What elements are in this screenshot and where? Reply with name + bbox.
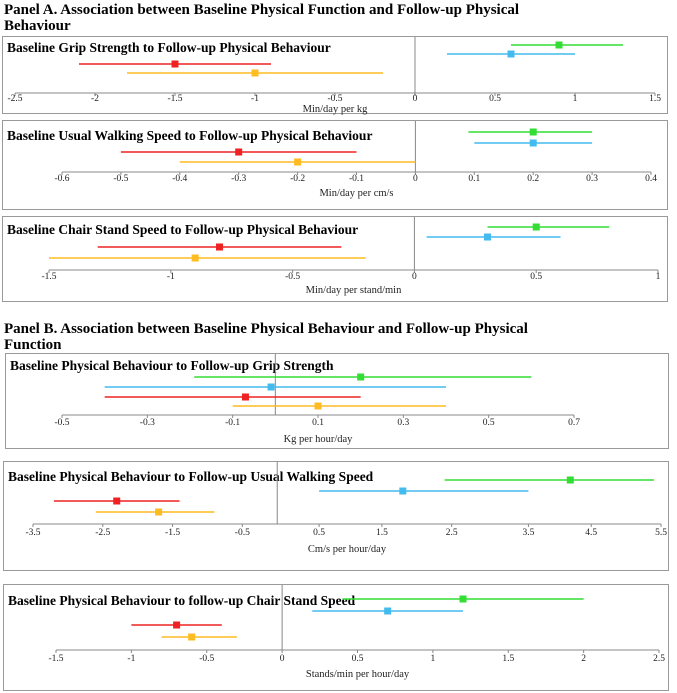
x-tick-label: -0.1 <box>225 418 241 428</box>
forest-plot-baseline-physical-behaviour-to-follow-up-usual-walking-speed <box>4 462 668 570</box>
point-estimate-orange <box>252 70 259 77</box>
forest-chart-behaviour-to-walking <box>3 461 669 571</box>
x-tick-label: -1.5 <box>165 528 181 538</box>
x-tick-label: -0.5 <box>199 654 215 664</box>
x-tick-label: 1.5 <box>649 94 661 104</box>
point-estimate-blue <box>384 608 391 615</box>
x-axis-label: Min/day per cm/s <box>319 188 394 199</box>
x-tick-label: -0.5 <box>54 418 70 428</box>
x-tick-label: -0.5 <box>327 94 343 104</box>
x-tick-label: 3.5 <box>522 528 535 538</box>
x-tick-label: 0.4 <box>645 174 657 184</box>
x-tick-label: 2 <box>581 654 586 664</box>
forest-chart-walking-to-behaviour <box>2 120 668 210</box>
point-estimate-red <box>172 61 179 68</box>
point-estimate-orange <box>294 159 301 166</box>
x-tick-label: 5.5 <box>655 528 667 538</box>
x-tick-label: -1 <box>166 272 175 282</box>
x-tick-label: 0.7 <box>568 418 580 428</box>
x-tick-label: 2.5 <box>653 654 665 664</box>
point-estimate-blue <box>484 234 491 241</box>
x-tick-label: 0.5 <box>489 94 501 104</box>
x-axis-label: Cm/s per hour/day <box>307 544 387 555</box>
x-tick-label: 0 <box>412 94 418 104</box>
forest-chart-chairstand-to-behaviour <box>2 216 668 302</box>
x-tick-label: -0.2 <box>290 174 306 184</box>
point-estimate-blue <box>530 140 537 147</box>
point-estimate-red <box>235 149 242 156</box>
x-axis-label: Kg per hour/day <box>283 434 353 445</box>
x-tick-label: -2.5 <box>7 94 23 104</box>
point-estimate-green <box>357 374 364 381</box>
forest-plot-baseline-usual-walking-speed-to-follow-up-physical-behaviour <box>3 121 667 209</box>
forest-plot-baseline-chair-stand-speed-to-follow-up-physical-behaviour <box>3 217 667 301</box>
point-estimate-red <box>113 498 120 505</box>
x-tick-label: 0.1 <box>468 174 481 184</box>
point-estimate-orange <box>192 255 199 262</box>
point-estimate-green <box>567 477 574 484</box>
x-tick-label: 0.2 <box>527 174 540 184</box>
point-estimate-green <box>533 224 540 231</box>
x-tick-label: -1 <box>127 654 136 664</box>
forest-plot-baseline-grip-strength-to-follow-up-physical-behaviour <box>3 37 667 113</box>
x-tick-label: 0.5 <box>530 272 543 282</box>
chart-title: Baseline Physical Behaviour to follow-up Chair Stand Speed <box>8 593 356 608</box>
x-tick-label: 0.5 <box>351 654 364 664</box>
forest-chart-grip-to-behaviour <box>2 36 668 114</box>
chart-title: Baseline Physical Behaviour to Follow-up Grip Strength <box>10 358 334 373</box>
x-tick-label: -0.6 <box>54 174 70 184</box>
x-tick-label: 1.5 <box>502 654 515 664</box>
x-tick-label: -1 <box>251 94 259 104</box>
x-tick-label: 0.5 <box>313 528 326 538</box>
point-estimate-red <box>173 622 180 629</box>
x-tick-label: -0.5 <box>285 272 301 282</box>
x-tick-label: 0.1 <box>312 418 324 428</box>
x-tick-label: -0.5 <box>234 528 250 538</box>
x-tick-label: 1 <box>655 272 661 282</box>
x-tick-label: -1.5 <box>48 654 64 664</box>
x-tick-label: -0.5 <box>113 174 129 184</box>
x-tick-label: -3.5 <box>25 528 41 538</box>
x-tick-label: 0.3 <box>397 418 410 428</box>
x-axis-label: Min/day per kg <box>302 104 368 115</box>
point-estimate-blue <box>399 488 406 495</box>
x-axis-label: Min/day per stand/min <box>305 285 402 296</box>
chart-title: Baseline Usual Walking Speed to Follow-up Physical Behaviour <box>7 128 373 143</box>
x-tick-label: -2 <box>91 94 99 104</box>
x-tick-label: -1.5 <box>167 94 183 104</box>
panel-b-title: Panel B. Association between Baseline Physical Behaviour and Follow-up Physical Function <box>4 321 528 353</box>
x-tick-label: -0.4 <box>172 174 188 184</box>
forest-plot-baseline-physical-behaviour-to-follow-up-grip-strength <box>6 354 668 448</box>
x-tick-label: 4.5 <box>585 528 598 538</box>
forest-plot-baseline-physical-behaviour-to-follow-up-chair-stand-speed <box>4 585 668 690</box>
chart-title: Baseline Physical Behaviour to Follow-up Usual Walking Speed <box>8 469 374 484</box>
x-axis-label: Stands/min per hour/day <box>305 669 410 680</box>
point-estimate-orange <box>188 634 195 641</box>
chart-title: Baseline Chair Stand Speed to Follow-up Physical Behaviour <box>7 222 359 237</box>
x-tick-label: 1 <box>430 654 436 664</box>
x-tick-label: 1 <box>572 94 578 104</box>
chart-title: Baseline Grip Strength to Follow-up Physical Behaviour <box>7 40 331 55</box>
point-estimate-blue <box>508 51 515 58</box>
x-tick-label: 1.5 <box>375 528 388 538</box>
panel-a-title: Panel A. Association between Baseline Physical Function and Follow-up Physical Behaviour <box>4 2 520 34</box>
point-estimate-orange <box>155 509 162 516</box>
x-tick-label: 0.3 <box>586 174 599 184</box>
x-tick-label: 0.5 <box>482 418 495 428</box>
x-tick-label: -2.5 <box>95 528 111 538</box>
point-estimate-green <box>460 596 467 603</box>
point-estimate-green <box>530 129 537 136</box>
x-tick-label: 0 <box>279 654 285 664</box>
x-tick-label: -0.3 <box>139 418 155 428</box>
x-tick-label: -1.5 <box>41 272 57 282</box>
point-estimate-green <box>556 42 563 49</box>
point-estimate-blue <box>268 384 275 391</box>
point-estimate-orange <box>315 403 322 410</box>
forest-chart-behaviour-to-grip <box>5 353 669 449</box>
point-estimate-red <box>216 244 223 251</box>
x-tick-label: -0.3 <box>231 174 247 184</box>
x-tick-label: -0.1 <box>348 174 365 184</box>
x-tick-label: 0 <box>412 272 417 282</box>
x-tick-label: 2.5 <box>445 528 458 538</box>
forest-chart-behaviour-to-chairstand <box>3 584 669 691</box>
point-estimate-red <box>242 394 249 401</box>
x-tick-label: 0 <box>413 174 418 184</box>
